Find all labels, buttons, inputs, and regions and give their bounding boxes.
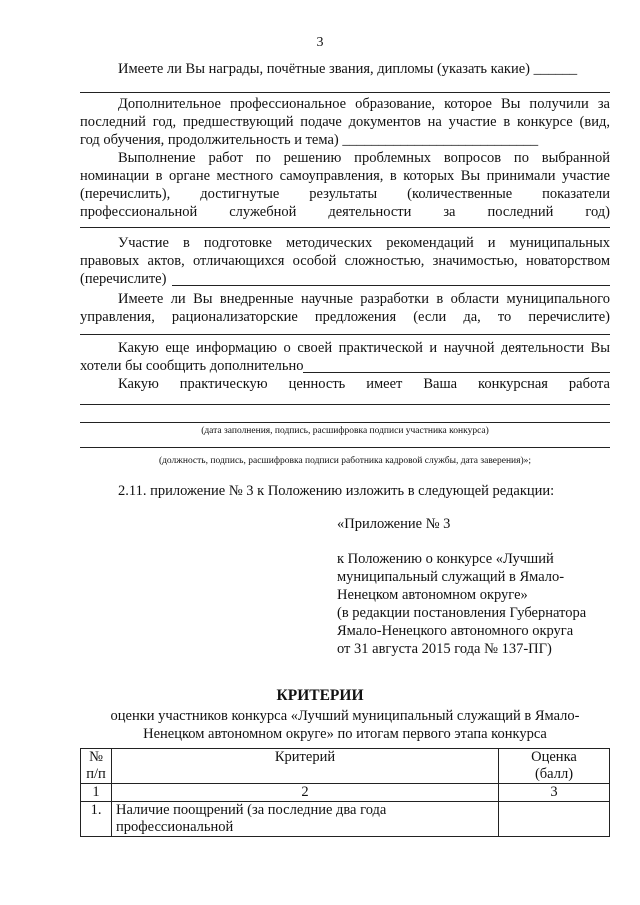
signature-line bbox=[80, 422, 610, 423]
index-cell: 3 bbox=[499, 784, 610, 802]
criteria-table bbox=[80, 748, 610, 837]
criteria-subtitle-line2: Ненецком автономном округе» по итогам первого этапа конкурса bbox=[143, 726, 547, 742]
row-num: 1. bbox=[81, 802, 112, 837]
header-criterion: Критерий bbox=[112, 749, 499, 784]
table-index-row bbox=[81, 784, 610, 802]
appendix-line5: Ямало-Ненецкого автономного округа bbox=[337, 623, 574, 639]
question-science-line2: управления, рационализаторские предложения (если да, то перечислите) bbox=[80, 309, 610, 325]
amendment-text: 2.11. приложение № 3 к Положению изложить в следующей редакции: bbox=[118, 483, 555, 499]
answer-line bbox=[80, 334, 610, 335]
question-info-line1: Какую еще информацию о своей практической и научной деятельности Вы bbox=[118, 340, 610, 356]
question-awards: Имеете ли Вы награды, почётные звания, дипломы (указать какие) ______ bbox=[118, 61, 578, 77]
hr-caption: (должность, подпись, расшифровка подписи работника кадровой службы, дата заверения)»; bbox=[158, 456, 532, 466]
appendix-line1: к Положению о конкурсе «Лучший bbox=[337, 551, 554, 567]
question-value-line1: Какую практическую ценность имеет Ваша конкурсная работа bbox=[118, 376, 610, 392]
question-work-line4: профессиональной служебной деятельности за последний год) bbox=[80, 204, 610, 220]
table-row bbox=[81, 802, 610, 837]
answer-line bbox=[172, 285, 610, 286]
question-education-line3: год обучения, продолжительность и тема) ___________________________ bbox=[80, 132, 539, 148]
question-work-line2: номинации в органе местного самоуправления, в которых Вы принимали участие bbox=[80, 168, 610, 184]
question-science-line1: Имеете ли Вы внедренные научные разработки в области муниципального bbox=[118, 291, 610, 307]
question-method-line3: (перечислите) bbox=[80, 271, 167, 287]
question-method-line2: правовых актов, отличающихся особой сложностью, значимостью, новаторством bbox=[80, 253, 610, 269]
answer-line bbox=[80, 227, 610, 228]
index-cell: 1 bbox=[81, 784, 112, 802]
criteria-title: КРИТЕРИИ bbox=[276, 687, 364, 704]
header-num: № п/п bbox=[81, 749, 112, 784]
criteria-subtitle-line1: оценки участников конкурса «Лучший муниципальный служащий в Ямало- bbox=[110, 708, 580, 724]
row-score bbox=[499, 802, 610, 837]
question-education-line1: Дополнительное профессиональное образование, которое Вы получили за bbox=[118, 96, 610, 112]
question-info-line2: хотели бы сообщить дополнительно bbox=[80, 358, 304, 374]
answer-line bbox=[80, 92, 610, 93]
appendix-line4: (в редакции постановления Губернатора bbox=[337, 605, 587, 621]
question-method-line1: Участие в подготовке методических рекомендаций и муниципальных bbox=[118, 235, 610, 251]
appendix-title: «Приложение № 3 bbox=[337, 516, 451, 532]
index-cell: 2 bbox=[112, 784, 499, 802]
hr-signature-line bbox=[80, 447, 610, 448]
question-work-line3: (перечислить), достигнутые результаты (количественные показатели bbox=[80, 186, 610, 202]
page-number: 3 bbox=[316, 35, 324, 50]
signature-caption: (дата заполнения, подпись, расшифровка подписи участника конкурса) bbox=[201, 426, 489, 436]
question-education-line2: последний год, предшествующий подаче документов на участие в конкурсе (вид, bbox=[80, 114, 610, 130]
appendix-line3: Ненецком автономном округе» bbox=[337, 587, 528, 603]
answer-line bbox=[80, 404, 610, 405]
question-work-line1: Выполнение работ по решению проблемных вопросов по выбранной bbox=[118, 150, 610, 166]
table-header-row bbox=[81, 749, 610, 784]
header-score: Оценка (балл) bbox=[499, 749, 610, 784]
answer-line bbox=[303, 372, 610, 373]
row-criterion: Наличие поощрений (за последние два года профессиональной bbox=[112, 802, 499, 837]
appendix-line2: муниципальный служащий в Ямало- bbox=[337, 569, 565, 585]
appendix-line6: от 31 августа 2015 года № 137-ПГ) bbox=[337, 641, 552, 657]
